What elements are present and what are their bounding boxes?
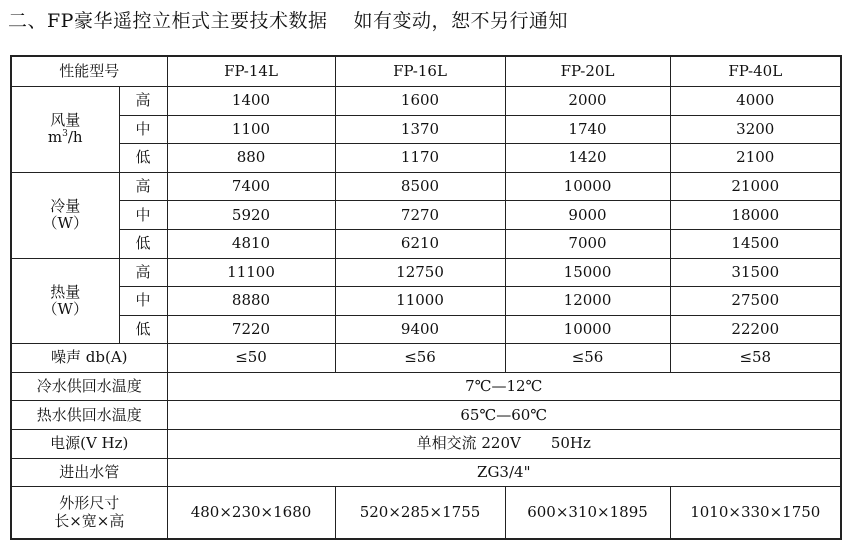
- value-cell: 1370: [335, 115, 505, 144]
- level-cell: 中: [119, 115, 167, 144]
- value-cell: 7000: [505, 230, 670, 259]
- power-row: [11, 430, 841, 459]
- value-cell: 1420: [505, 144, 670, 173]
- value-cell: ≤58: [670, 344, 841, 373]
- page-title: [8, 6, 568, 33]
- value-cell: 15000: [505, 258, 670, 287]
- value-cell: 18000: [670, 201, 841, 230]
- value-cell: 10000: [505, 315, 670, 344]
- hot-water-row: [11, 401, 841, 430]
- value-cell: 1170: [335, 144, 505, 173]
- value-cell: 31500: [670, 258, 841, 287]
- pipe-row: [11, 458, 841, 487]
- level-cell: 高: [119, 258, 167, 287]
- value-cell: 7400: [167, 172, 335, 201]
- dimensions-row: [11, 487, 841, 539]
- value-cell: 1010×330×1750: [670, 487, 841, 539]
- header-row: [11, 56, 841, 87]
- value-cell: 11100: [167, 258, 335, 287]
- value-cell: 9000: [505, 201, 670, 230]
- spec-table: [10, 55, 842, 540]
- model-header: FP-16L: [335, 56, 505, 87]
- value-cell: 7270: [335, 201, 505, 230]
- value-cell: 8880: [167, 287, 335, 316]
- value-cell: 21000: [670, 172, 841, 201]
- level-cell: 低: [119, 230, 167, 259]
- value-cell: 880: [167, 144, 335, 173]
- value-cell: 1740: [505, 115, 670, 144]
- group-label-line2: （W）: [42, 299, 88, 318]
- group-label-cooling: [11, 172, 119, 258]
- cold-water-value: 7℃—12℃: [167, 372, 841, 401]
- level-cell: 低: [119, 315, 167, 344]
- value-cell: 520×285×1755: [335, 487, 505, 539]
- dimensions-label: [11, 487, 167, 539]
- table-row: [11, 201, 841, 230]
- value-cell: 1100: [167, 115, 335, 144]
- level-cell: 高: [119, 87, 167, 116]
- hot-water-value: 65℃—60℃: [167, 401, 841, 430]
- value-cell: ≤50: [167, 344, 335, 373]
- noise-label: 噪声 db(A): [11, 344, 167, 373]
- value-cell: 8500: [335, 172, 505, 201]
- value-cell: 12750: [335, 258, 505, 287]
- value-cell: ≤56: [505, 344, 670, 373]
- cold-water-row: [11, 372, 841, 401]
- value-cell: 5920: [167, 201, 335, 230]
- pipe-value: ZG3/4": [167, 458, 841, 487]
- value-cell: 4000: [670, 87, 841, 116]
- model-header: FP-20L: [505, 56, 670, 87]
- value-cell: 1400: [167, 87, 335, 116]
- value-cell: 480×230×1680: [167, 487, 335, 539]
- table-row: [11, 87, 841, 116]
- dimensions-label-line1: 外形尺寸: [59, 494, 120, 513]
- value-cell: 14500: [670, 230, 841, 259]
- value-cell: 10000: [505, 172, 670, 201]
- value-cell: 7220: [167, 315, 335, 344]
- table-row: [11, 115, 841, 144]
- pipe-label: 进出水管: [11, 458, 167, 487]
- value-cell: 11000: [335, 287, 505, 316]
- hot-water-label: 热水供回水温度: [11, 401, 167, 430]
- table-row: [11, 230, 841, 259]
- table-row: [11, 258, 841, 287]
- value-cell: 2000: [505, 87, 670, 116]
- title-main: 二、FP豪华遥控立柜式主要技术数据: [8, 10, 328, 32]
- level-cell: 高: [119, 172, 167, 201]
- group-label-airflow: [11, 87, 119, 173]
- value-cell: ≤56: [335, 344, 505, 373]
- value-cell: 600×310×1895: [505, 487, 670, 539]
- group-label-line2: （W）: [42, 214, 88, 233]
- noise-row: [11, 344, 841, 373]
- cold-water-label: 冷水供回水温度: [11, 372, 167, 401]
- table-row: [11, 172, 841, 201]
- dimensions-label-line2: 长×宽×高: [54, 511, 125, 530]
- value-cell: 12000: [505, 287, 670, 316]
- group-label-heating: [11, 258, 119, 344]
- group-label-line1: 热量: [50, 282, 81, 301]
- value-cell: 2100: [670, 144, 841, 173]
- level-cell: 中: [119, 201, 167, 230]
- table-row: [11, 315, 841, 344]
- table-row: [11, 144, 841, 173]
- header-label: 性能型号: [11, 56, 167, 87]
- power-value: 单相交流 220V 50Hz: [167, 430, 841, 459]
- value-cell: 1600: [335, 87, 505, 116]
- level-cell: 低: [119, 144, 167, 173]
- level-cell: 中: [119, 287, 167, 316]
- value-cell: 9400: [335, 315, 505, 344]
- group-label-line2: $m^3/h$: [47, 128, 83, 147]
- power-label: 电源(V Hz): [11, 430, 167, 459]
- value-cell: 3200: [670, 115, 841, 144]
- table-row: [11, 287, 841, 316]
- group-label-line1: 冷量: [50, 196, 81, 215]
- title-notice: 如有变动，恕不另行通知: [353, 10, 568, 32]
- value-cell: 6210: [335, 230, 505, 259]
- model-header: FP-40L: [670, 56, 841, 87]
- group-label-line1: 风量: [50, 111, 81, 130]
- value-cell: 22200: [670, 315, 841, 344]
- model-header: FP-14L: [167, 56, 335, 87]
- value-cell: 4810: [167, 230, 335, 259]
- value-cell: 27500: [670, 287, 841, 316]
